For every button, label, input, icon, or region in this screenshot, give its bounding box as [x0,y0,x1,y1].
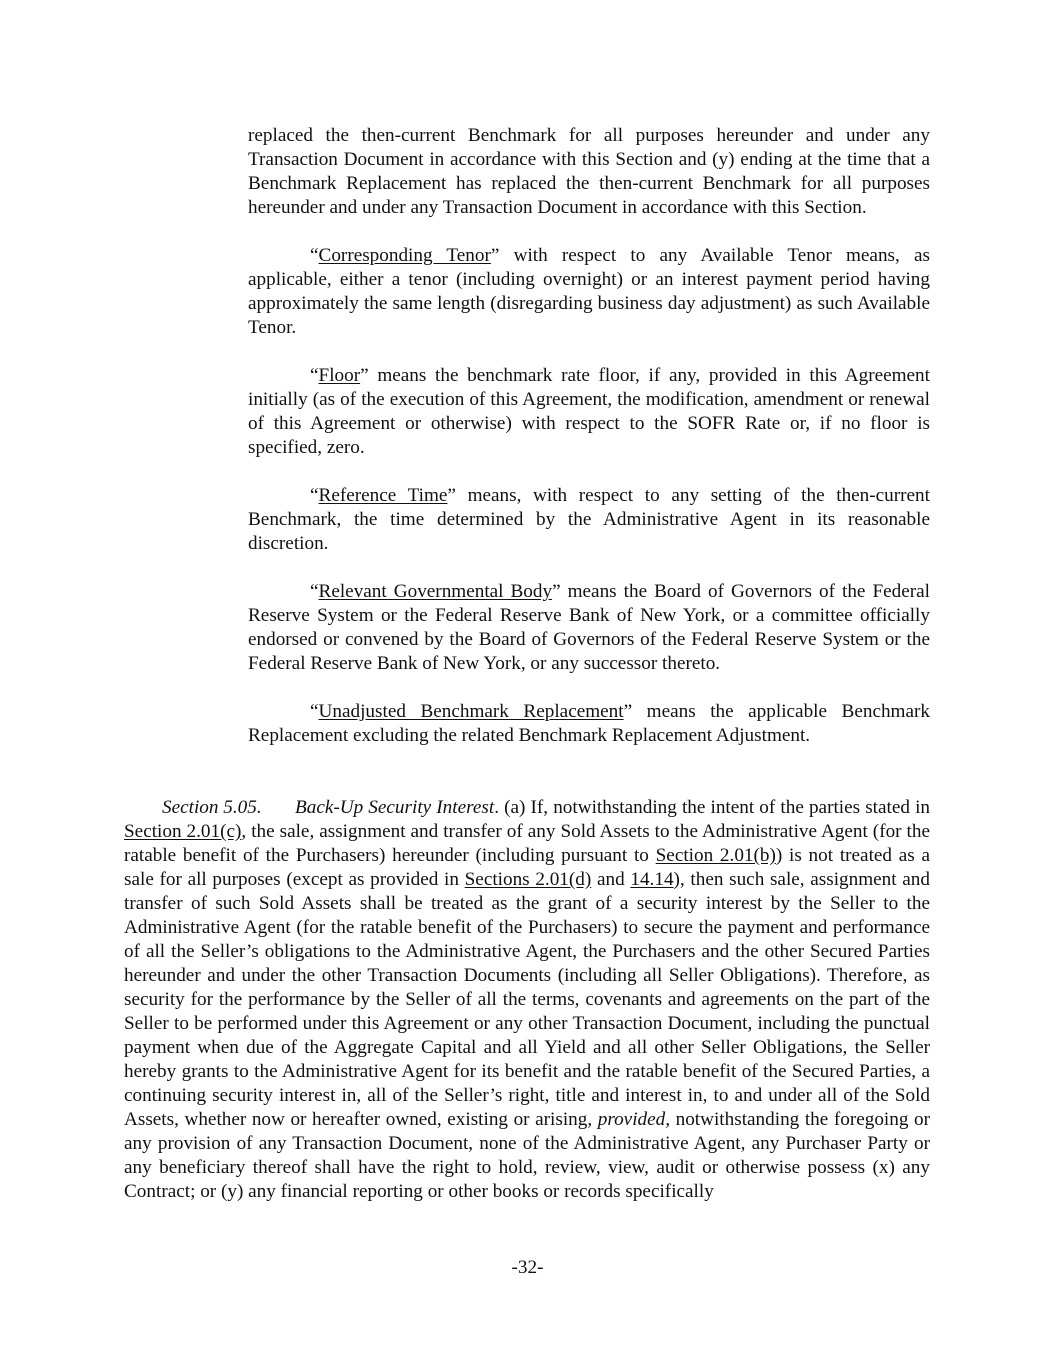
defined-term: Reference Time [318,485,448,506]
definition-text: ” means, with respect to any setting of the then-current Benchmark, the time determined by the Administrative Agent in its reasonable discretion. [248,485,930,554]
section-text: ), then such sale, assignment and transfer of such Sold Assets shall be treated as the grant of a security interest by the Seller to the Administrative Agent (for the ratable benefit of the Purchasers) to secure the payment and performance of all the Seller’s obligations to the Administrative Agent, the Purchasers and the other Secured Parties hereunder and under the other Transaction Documents (including all Seller Obligations). Therefore, as security for the performance by the Seller of all the terms, covenants and agreements on the part of the Seller to be performed under this Agreement or any other Transaction Document, including the punctual payment when due of the Aggregate Capital and all Yield and all other Seller Obligations, the Seller hereby grants to the Administrative Agent for its benefit and the ratable benefit of the Secured Parties, a continuing security interest in, all of the Seller’s right, title and interest in, to and under all of the Sold Assets, whether now or hereafter owned, existing or arising, [124,869,930,1130]
definition-text: ” means the Board of Governors of the Federal Reserve System or the Federal Reserve Bank of New York, or a committee officially endorsed or convened by the Board of Governors of the Federal Reserve System or the Federal Reserve Bank of New York, or any successor thereto. [248,581,930,674]
paragraph-text: replaced the then-current Benchmark for all purposes hereunder and under any Transaction Document in accordance with this Section and (y) ending at the time that a Benchmark Replacement has replaced the then-current Benchmark for all purposes hereunder and under any Transaction Document in accordance with this Section. [248,125,930,218]
open-quote: “ [310,701,319,722]
section-text: notwithstanding the foregoing or any provision of any Transaction Document, none of the Administrative Agent, any Purchaser Party or any beneficiary thereof shall have the right to hold, review, view, audit or otherwise possess (x) any Contract; or (y) any financial reporting or other books or records specifically [124,1109,930,1202]
definition-unadjusted-benchmark-replacement [248,700,930,748]
cross-reference: Section 2.01(b) [655,845,776,866]
definition-corresponding-tenor [248,244,930,340]
definitions-block [248,124,930,748]
definition-text: ” means the benchmark rate floor, if any, provided in this Agreement initially (as of the execution of this Agreement, the modification, amendment or renewal of this Agreement or otherwise) with respect to the SOFR Rate or, if no floor is specified, zero. [248,365,930,458]
section-text: (a) If, notwithstanding the intent of the parties stated in [498,797,930,818]
definition-text: ” means the applicable Benchmark Replacement excluding the related Benchmark Replacement Adjustment. [248,701,930,746]
section-title: Back-Up Security Interest [295,797,495,818]
cross-reference: 14.14 [630,869,674,890]
section-paragraph [124,796,930,1204]
definition-text: ” with respect to any Available Tenor means, as applicable, either a tenor (including overnight) or an interest payment period having approximately the same length (disregarding business day adjustment) as such Available Tenor. [248,245,930,338]
defined-term: Floor [318,365,361,386]
page-number: -32- [511,1257,544,1278]
section-text: , the sale, assignment and transfer of any Sold Assets to the Administrative Agent (for the ratable benefit of the Purchasers) hereunder (including pursuant to [124,821,930,866]
section-text: ) is not treated as a sale for all purposes (except as provided in [124,845,930,890]
definition-relevant-governmental-body [248,580,930,676]
section-text: and [591,869,631,890]
provided-term: provided, [597,1109,671,1130]
cross-reference: Sections 2.01(d) [464,869,592,890]
definition-floor [248,364,930,460]
section-title-period: . [494,797,499,818]
section-5-05 [124,796,930,1204]
defined-term: Unadjusted Benchmark Replacement [318,701,624,722]
open-quote: “ [310,581,319,602]
defined-term: Corresponding Tenor [318,245,491,266]
defined-term: Relevant Governmental Body [318,581,553,602]
open-quote: “ [310,485,319,506]
open-quote: “ [310,245,319,266]
section-number: Section 5.05. [162,797,262,818]
cross-reference: Section 2.01(c) [124,821,242,842]
open-quote: “ [310,365,319,386]
definition-continuation-paragraph [248,124,930,220]
definition-reference-time [248,484,930,556]
